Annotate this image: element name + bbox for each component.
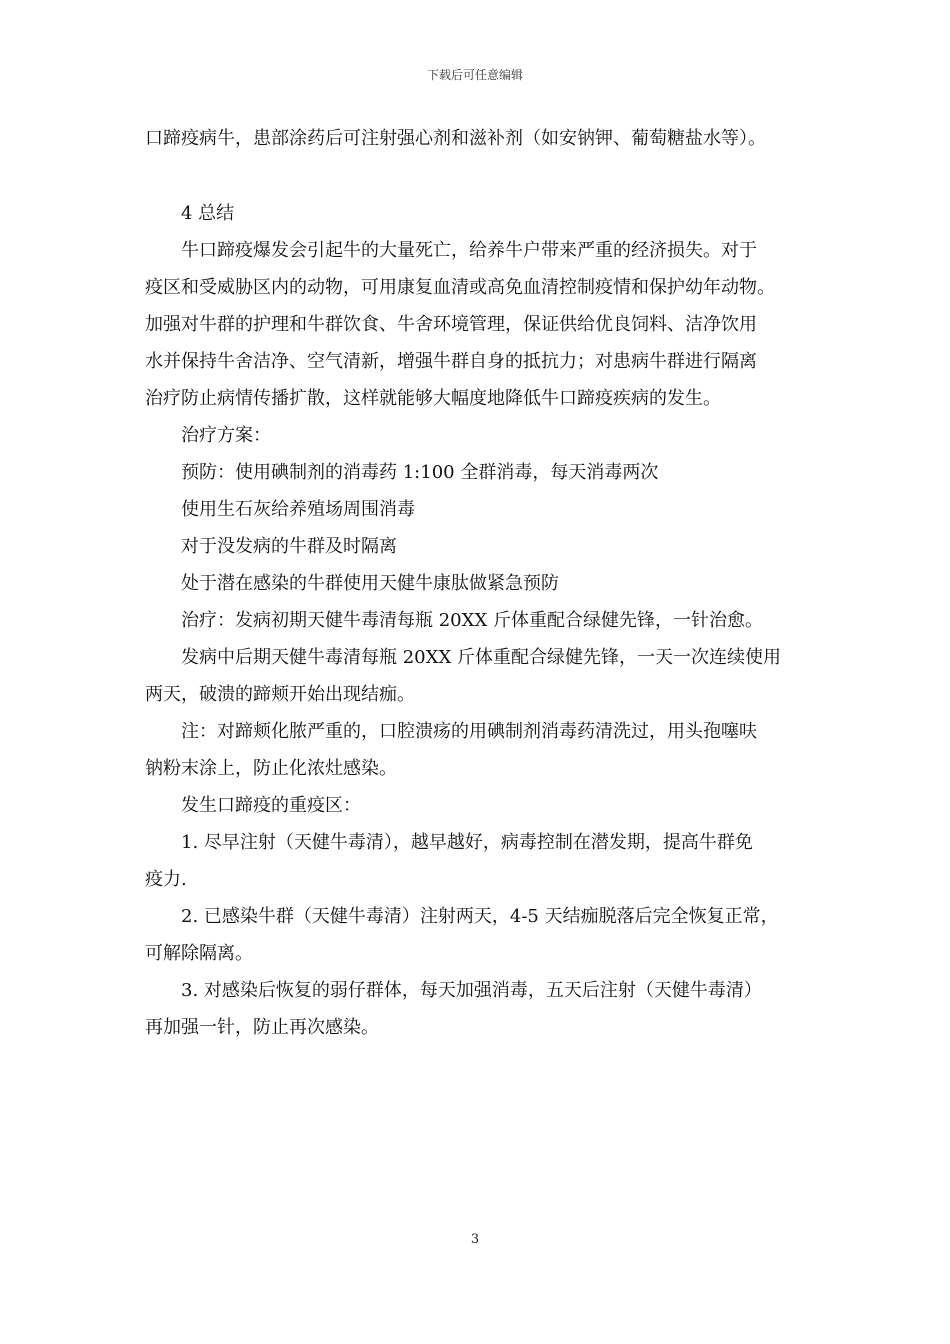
document-body — [145, 120, 815, 1046]
note-line: 钠粉末涂上，防止化浓灶感染。 — [145, 758, 397, 779]
note-line: 注：对蹄颊化脓严重的，口腔溃疡的用碘制剂消毒药清洗过，用头孢噻呋 — [181, 721, 757, 742]
paragraph-line: 牛口蹄疫爆发会引起牛的大量死亡，给养牛户带来严重的经济损失。对于 — [181, 240, 757, 261]
prevention-line: 对于没发病的牛群及时隔离 — [181, 536, 397, 557]
list-item: 1. 尽早注射（天健牛毒清），越早越好，病毒控制在潜发期，提高牛群免 — [181, 832, 753, 853]
prevention-line: 预防：使用碘制剂的消毒药 1:100 全群消毒，每天消毒两次 — [181, 462, 659, 483]
list-item: 可解除隔离。 — [145, 943, 253, 964]
treatment-line: 发病中后期天健牛毒清每瓶 20XX 斤体重配合绿健先锋，一天一次连续使用 — [181, 647, 781, 668]
paragraph-line: 水并保持牛舍洁净、空气清新，增强牛群自身的抵抗力；对患病牛群进行隔离 — [145, 351, 757, 372]
treatment-line: 两天，破溃的蹄颊开始出现结痂。 — [145, 684, 415, 705]
treatment-line: 治疗：发病初期天健牛毒清每瓶 20XX 斤体重配合绿健先锋，一针治愈。 — [181, 610, 763, 631]
paragraph-line: 疫区和受威胁区内的动物，可用康复血清或高免血清控制疫情和保护幼年动物。 — [145, 277, 775, 298]
paragraph-line: 加强对牛群的护理和牛群饮食、牛舍环境管理，保证供给优良饲料、洁净饮用 — [145, 314, 757, 335]
paragraph-line: 治疗防止病情传播扩散，这样就能够大幅度地降低牛口蹄疫疾病的发生。 — [145, 388, 721, 409]
section-heading: 4 总结 — [181, 203, 235, 224]
severe-area-heading: 发生口蹄疫的重疫区： — [181, 795, 361, 816]
paragraph-gap — [145, 157, 815, 195]
page-header: 下载后可任意编辑 — [426, 68, 523, 82]
list-item: 3. 对感染后恢复的弱仔群体，每天加强消毒，五天后注射（天健牛毒清） — [181, 980, 762, 1001]
list-item: 2. 已感染牛群（天健牛毒清）注射两天，4-5 天结痂脱落后完全恢复正常， — [181, 906, 779, 927]
treatment-plan-heading: 治疗方案： — [181, 425, 271, 446]
list-item: 再加强一针，防止再次感染。 — [145, 1017, 379, 1038]
paragraph-line: 口蹄疫病牛，患部涂药后可注射强心剂和滋补剂（如安钠钾、葡萄糖盐水等）。 — [145, 128, 766, 149]
page-number: 3 — [470, 1232, 480, 1247]
prevention-line: 处于潜在感染的牛群使用天健牛康肽做紧急预防 — [181, 573, 559, 594]
list-item: 疫力. — [145, 869, 187, 890]
prevention-line: 使用生石灰给养殖场周围消毒 — [181, 499, 415, 520]
